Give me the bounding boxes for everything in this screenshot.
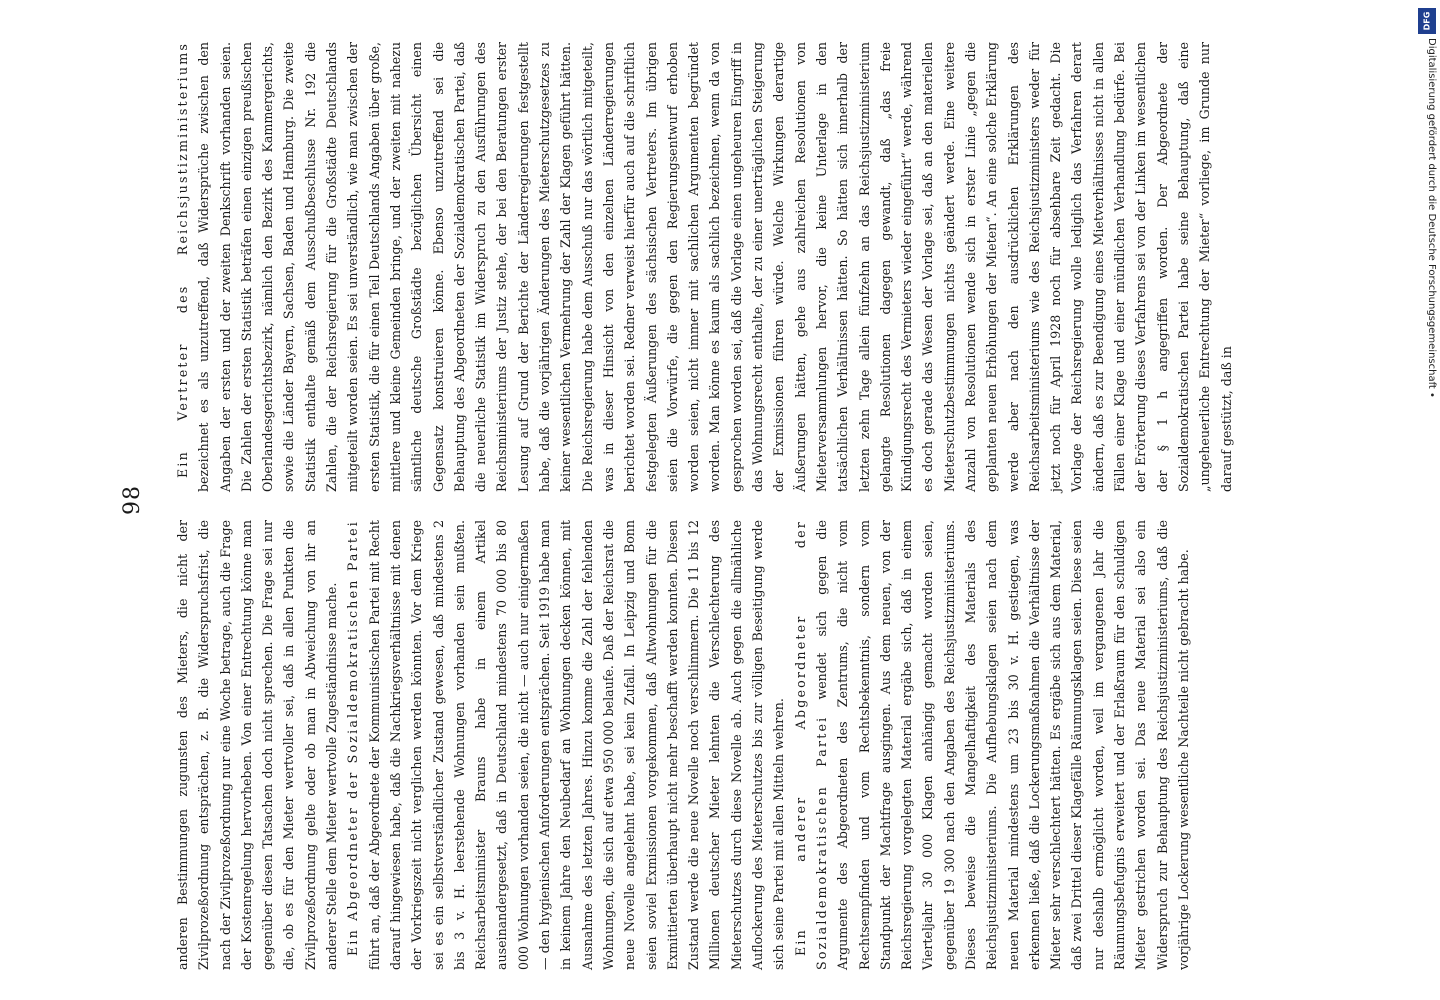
dfg-logo: DFG	[1418, 8, 1436, 34]
rotated-document-page	[120, 30, 1300, 970]
paragraph-text: führt an, daß der Abgeordnete der Kommunistischen Partei mit Recht darauf hingewiesen habe, daß die Nachkriegsverhältnisse mit denen der Vorkriegszeit nicht verglichen werden könnten. Vor dem Kriege sei es ein selbstverständlicher Zustand gewesen, daß mindestens 2 bis 3 v. H. leerstehende Wohnungen vorhanden sein mußten. Reichsarbeitsminister Brauns habe in einem Artikel auseinandergesetzt, daß in Deutschland mindestens 70 000 bis 80 000 Wohnungen vorhanden seien, die nicht — auch nur einigermaßen — den hygienischen Anforderungen entsprächen. Seit 1919 habe man in keinem Jahre den Neubedarf an Wohnungen decken können, mit Ausnahme des letzten Jahres. Hinzu komme die Zahl der fehlenden Wohnungen, die sich auf etwa 950 000 belaufe. Daß der Reichsrat die neue Novelle angelehnt habe, sei kein Zufall. In Leipzig und Bonn seien soviel Exmissionen vorgekommen, daß Altwohnungen für die Exmittierten überhaupt nicht mehr beschafft werden konnten. Diesen Zustand werde die neue Novelle noch verschlimmern. Die 11 bis 12 Millionen deutscher Mieter lehnten die Verschlechterung des Mieterschutzes durch diese Novelle ab. Auch gegen die allmähliche Auflockerung des Mieterschutzes bis zur völligen Beseitigung werde sich seine Partei mit allen Mitteln wehren.	[366, 520, 787, 970]
speaker-lead: Ein Abgeordneter der Sozialdemokratischen Partei	[345, 520, 361, 956]
paragraph-text: anderen Bestimmungen zugunsten des Mieters, die nicht der Zivilprozeßordnung entsprächen, z. B. die Widerspruchsfrist, die nach der Zivilprozeßordnung nur eine Woche betrage, auch die Frage der Kostenregelung hervorheben. Von einer Entrechtung könne man gegenüber diesen Tatsachen doch nicht sprechen. Die Frage sei nur die, ob es für den Mieter wertvoller sei, daß in allen Punkten die Zivilprozeßordnung gelte oder ob man in Abweichung von ihr an anderer Stelle dem Mieter wertvolle Zugeständnisse mache.	[175, 520, 340, 970]
paragraph-text: bezeichnet es als unzutreffend, daß Widersprüche zwischen den Angaben der ersten und der zweiten Denkschrift vorhanden seien. Die Zahlen der ersten Statistik beträfen einen einzigen preußischen Oberlandesgerichtsbezirk, nämlich den Bezirk des Kammergerichts, sowie die Länder Bayern, Sachsen, Baden und Hamburg. Die zweite Statistik enthalte gemäß dem Ausschußbeschlusse Nr. 192 die Zahlen, die der Reichsregierung für die Großstädte Deutschlands mitgeteilt worden seien. Es sei unverständlich, wie man zwischen der ersten Statistik, die für einen Teil Deutschlands Angaben über große, mittlere und kleine Gemeinden bringe, und der zweiten mit nahezu sämtliche deutsche Großstädte bezüglichen Übersicht einen Gegensatz konstruieren könne. Ebenso unzutreffend sei die Behauptung des Abgeordneten der Sozialdemokratischen Partei, daß die neuerliche Statistik im Widerspruch zu den Ausführungen des Reichsministeriums der Justiz stehe, der bei den Beratungen erster Lesung auf Grund der Berichte der Länderregierungen festgestellt habe, daß die vorjährigen Änderungen des Mieterschutzgesetzes zu keiner wesentlichen Vermehrung der Zahl der Klagen geführt hätten. Die Reichsregierung habe dem Ausschuß nur das wörtlich mitgeteilt, was in dieser Hinsicht von den einzelnen Länderregierungen berichtet worden sei. Redner verweist hierfür auch auf die schriftlich festgelegten Äußerungen des sächsischen Vertreters. Im übrigen seien die Vorwürfe, die gegen den Regierungsentwurf erhoben worden seien, nicht immer mit sachlichen Argumenten begründet worden. Man könne es kaum als sachlich bezeichnen, wenn da von gesprochen worden sei, daß die Vorlage einen ungeheuren Eingriff in das Wohnungsrecht enthalte, der zu einer unerträglichen Steigerung der Exmissionen führen würde. Welche Wirkungen derartige Äußerungen hätten, gehe aus zahlreichen Resolutionen von Mieterversammlungen hervor, die keine Unterlage in den tatsächlichen Verhältnissen hätten. So hätten sich innerhalb der letzten zehn Tage allein fünfzehn an das Reichsjustizministerium gelangte Resolutionen dagegen gewandt, daß „das freie Kündigungsrecht des Vermieters wieder eingeführt“ werde, während es doch gerade das Wesen der Vorlage sei, daß an den materiellen Mieterschutzbestimmungen nichts geändert werde. Eine weitere Anzahl von Resolutionen wende sich in erster Linie „gegen die geplanten neuen Erhöhungen der Mieten“. An eine solche Erklärung werde aber nach den ausdrücklichen Erklärungen des Reichsarbeitsministeriums wie des Reichsjustizministers weder für jetzt noch für April 1928 noch für absehbare Zeit gedacht. Die Vorlage der Reichsregierung wolle lediglich das Verfahren derart ändern, daß es zur Beendigung eines Mietverhältnisses nicht in allen Fällen einer Klage und einer mündlichen Verhandlung bedürfe. Bei der Erörterung dieses Verfahrens sei von der Linken im wesentlichen der § 1 h angegriffen worden. Der Abgeordnete der Sozialdemokratischen Partei habe seine Behauptung, daß eine „ungeheuerliche Entrechtung der Mieter“ vorliege, im Grunde nur darauf gestützt, daß in	[196, 42, 1234, 492]
paragraph	[172, 520, 342, 970]
paragraph	[342, 520, 789, 970]
right-column	[172, 42, 1237, 492]
left-column	[172, 520, 1194, 970]
speaker-lead: Ein anderer Abgeordneter der Sozialdemokratischen Partei	[792, 520, 829, 970]
dfg-sidebar	[1418, 8, 1440, 398]
page-number: 98	[120, 485, 145, 515]
funding-notice: Digitalisierung gefördert durch die Deutsche Forschungsgemeinschaft •	[1426, 38, 1437, 398]
speaker-lead: Ein Vertreter des Reichsjustizministeriums	[175, 42, 190, 478]
paragraph-text: wendet sich gegen die Argumente des Abgeordneten des Zentrums, die nicht vom Rechtsempfinden und vom Rechtsbekenntnis, sondern vom Standpunkt der Machtfrage ausgingen. Aus dem neuen, von der Reichsregierung vorgelegten Material ergäbe sich, daß in einem Vierteljahr 30 000 Klagen anhängig gemacht worden seien, gegenüber 19 300 nach den Angaben des Reichsjustizministeriums. Dieses beweise die Mangelhaftigkeit des Materials des Reichsjustizministeriums. Die Aufhebungsklagen seien nach dem neuen Material mindestens um 23 bis 30 v. H. gestiegen, was erkennen ließe, daß die Lockerungsmaßnahmen die Verhältnisse der Mieter sehr verschlechtert hätten. Es ergäbe sich aus dem Material, daß zwei Drittel dieser Klagefälle Räumungsklagen seien. Diese seien nur deshalb ermöglicht worden, weil im vergangenen Jahr die Räumungsbefugnis erweitert und der Erlaßraum für den schuldigen Mieter gestrichen worden sei. Das neue Material sei also ein Widerspruch zur Behauptung des Reichsjustizministeriums, daß die vorjährige Lockerung wesentliche Nachteile nicht gebracht habe.	[813, 520, 1191, 970]
paragraph	[790, 520, 1195, 970]
paragraph	[172, 42, 1237, 492]
